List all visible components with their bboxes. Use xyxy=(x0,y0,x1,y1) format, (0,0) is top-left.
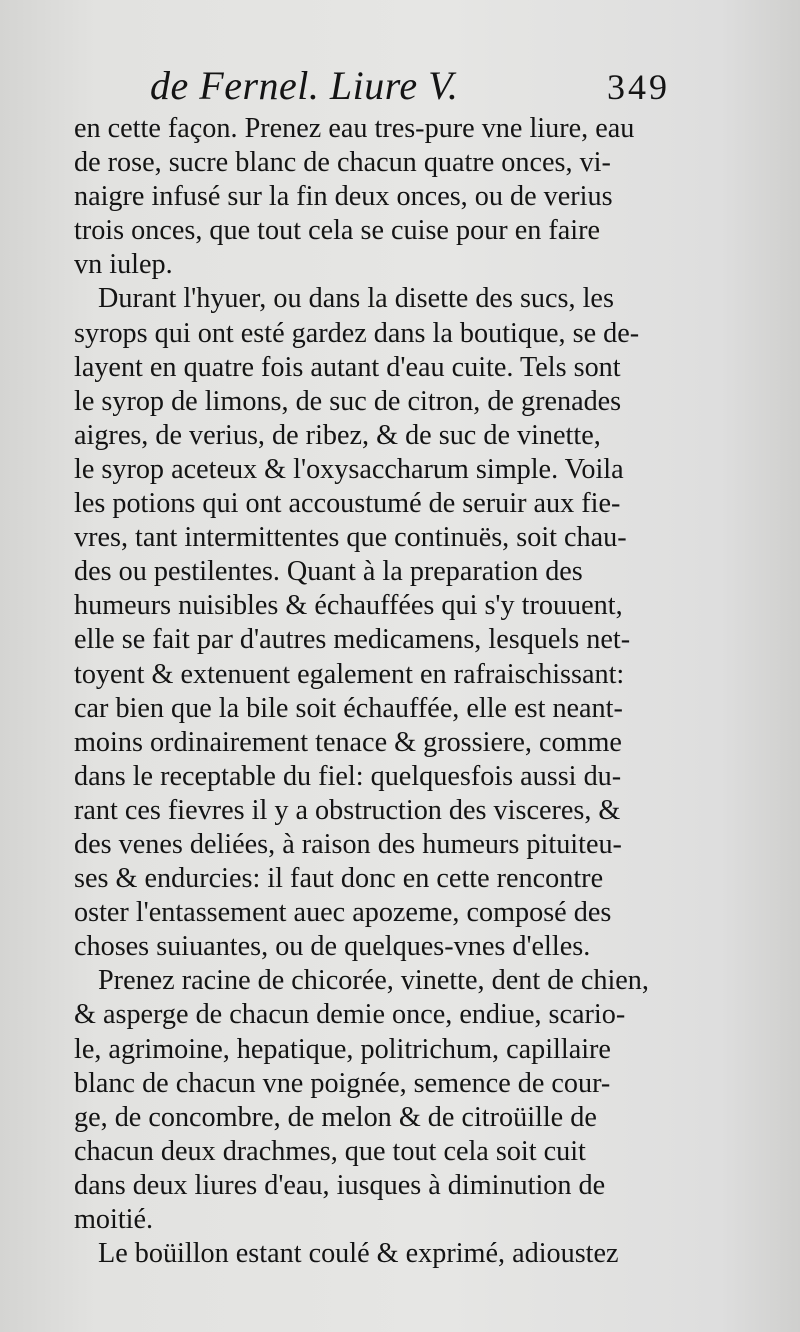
text-line: chacun deux drachmes, que tout cela soit cuit xyxy=(74,1135,586,1167)
text-line: rant ces fievres il y a obstruction des visceres, & xyxy=(74,794,621,826)
body-text xyxy=(74,112,664,1271)
text-line: blanc de chacun vne poignée, semence de cour- xyxy=(74,1067,611,1099)
text-line: dans le receptable du fiel: quelquesfois aussi du- xyxy=(74,760,622,792)
paragraph-start-line: Prenez racine de chicorée, vinette, dent de chien, xyxy=(98,965,649,997)
text-line: elle se fait par d'autres medicamens, lesquels net- xyxy=(74,624,631,656)
text-line: moitié. xyxy=(74,1204,154,1235)
text-line: toyent & extenuent egalement en rafraischissant: xyxy=(74,658,625,690)
text-line: & asperge de chacun demie once, endiue, scario- xyxy=(74,999,626,1031)
text-line: le syrop aceteux & l'oxysaccharum simple. Voila xyxy=(74,453,624,485)
text-line: le syrop de limons, de suc de citron, de grenades xyxy=(74,385,622,417)
paragraph-start-line: Durant l'hyuer, ou dans la disette des sucs, les xyxy=(98,283,614,315)
text-line: syrops qui ont esté gardez dans la boutique, se de- xyxy=(74,317,640,349)
text-line: vres, tant intermittentes que continuës, soit chau- xyxy=(74,522,627,554)
text-line: humeurs nuisibles & échauffées qui s'y trouuent, xyxy=(74,590,623,622)
text-line: le, agrimoine, hepatique, politrichum, capillaire xyxy=(74,1033,611,1065)
text-line: ses & endurcies: il faut donc en cette rencontre xyxy=(74,863,604,895)
text-line: oster l'entassement auec apozeme, composé des xyxy=(74,897,612,929)
text-line: ge, de concombre, de melon & de citroüille de xyxy=(74,1101,597,1133)
text-line: vn iulep. xyxy=(74,249,173,281)
text-line: choses suiuantes, ou de quelques-vnes d'elles. xyxy=(74,931,591,963)
text-line: layent en quatre fois autant d'eau cuite. Tels sont xyxy=(74,351,621,383)
text-line: en cette façon. Prenez eau tres-pure vne liure, eau xyxy=(74,113,635,144)
text-line: car bien que la bile soit échauffée, elle est neant- xyxy=(74,692,623,724)
text-line: les potions qui ont accoustumé de seruir aux fie- xyxy=(74,488,621,520)
text-line: des ou pestilentes. Quant à la preparation des xyxy=(74,556,583,588)
paragraph-start-line: Le boüillon estant coulé & exprimé, adioustez xyxy=(98,1238,619,1270)
text-line: aigres, de verius, de ribez, & de suc de vinette, xyxy=(74,419,601,451)
text-line: des venes deliées, à raison des humeurs pituiteu- xyxy=(74,828,622,860)
text-line: dans deux liures d'eau, iusques à diminution de xyxy=(74,1169,606,1201)
running-head: de Fernel. Liure V. xyxy=(150,63,459,108)
text-line: moins ordinairement tenace & grossiere, comme xyxy=(74,726,622,758)
text-line: de rose, sucre blanc de chacun quatre onces, vi- xyxy=(74,147,611,179)
text-line: naigre infusé sur la fin deux onces, ou de verius xyxy=(74,181,613,213)
text-line: trois onces, que tout cela se cuise pour en faire xyxy=(74,215,600,247)
page-number: 349 xyxy=(607,67,670,107)
page-header xyxy=(150,62,670,108)
